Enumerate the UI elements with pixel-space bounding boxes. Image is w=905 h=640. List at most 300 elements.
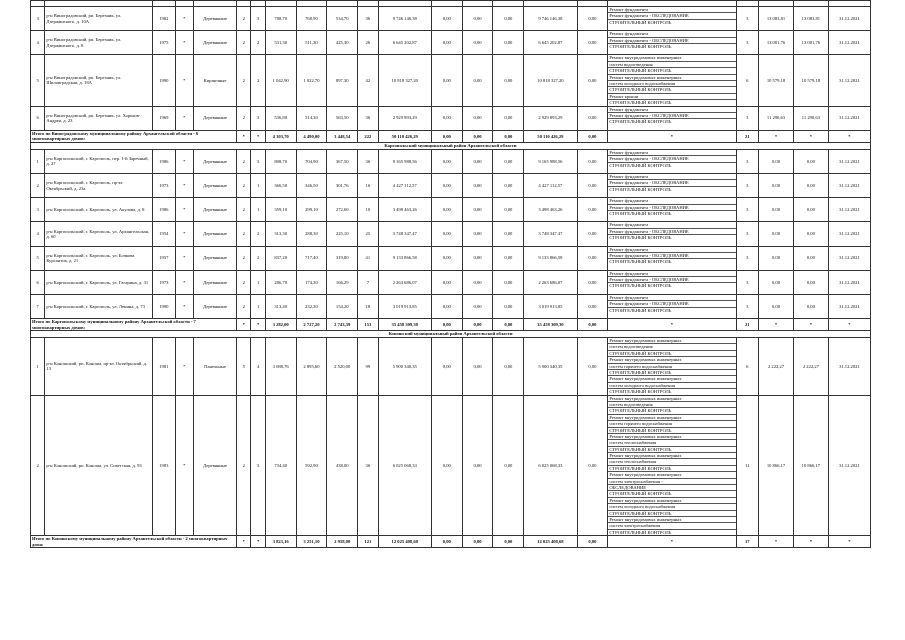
- work-item: СТРОИТЕЛЬНЫЙ КОНТРОЛЬ: [609, 283, 672, 289]
- work-item: СТРОИТЕЛЬНЫЙ КОНТРОЛЬ: [609, 259, 672, 265]
- work-item: СТРОИТЕЛЬНЫЙ КОНТРОЛЬ: [609, 186, 672, 192]
- cell-a2: 514,30: [296, 106, 327, 130]
- cell-s3: 0,00: [462, 31, 493, 55]
- cell-c: 6: [736, 338, 759, 396]
- cell-ent: 1: [251, 198, 265, 222]
- total-s5: 50 110 426,29: [524, 130, 577, 142]
- work-item: Ремонт внутридомовых инженерных: [608, 517, 735, 523]
- work-item: СТРОИТЕЛЬНЫЙ КОНТРОЛЬ: [609, 529, 672, 535]
- cell-year: 1986: [153, 149, 176, 173]
- total-c: 21: [736, 319, 759, 331]
- table-row: [31, 246, 871, 270]
- cell-s2: 0,00: [431, 149, 462, 173]
- cell-s6: 0,00: [577, 294, 608, 318]
- cell-u1: 0,00: [759, 198, 794, 222]
- total-s3: 0,00: [462, 319, 493, 331]
- total-c: 21: [736, 130, 759, 142]
- work-item: Ремонт внутридомовых инженерных: [608, 376, 735, 382]
- work-item: Ремонт фундамента: [608, 150, 735, 156]
- cell-a1: 313,30: [265, 222, 296, 246]
- work-item: Ремонт фундамента - ОБСЛЕДОВАНИЕ: [608, 229, 735, 235]
- work-item: СТРОИТЕЛЬНЫЙ КОНТРОЛЬ: [608, 466, 735, 472]
- work-item: Ремонт внутридомовых инженерных: [608, 415, 735, 421]
- cell-c: 11: [736, 395, 759, 536]
- total-label: Итого по Коношскому муниципальному району Архангельской области - 2 многоквартирных дома:: [31, 536, 237, 548]
- cell-s4: 0,00: [493, 294, 524, 318]
- cell-year: 1973: [153, 173, 176, 197]
- total-a2: 2 727,20: [296, 319, 327, 331]
- cell-a1: 3 088,76: [265, 338, 296, 396]
- total-a2: 4 490,00: [296, 130, 327, 142]
- cell-c: 3: [736, 222, 759, 246]
- cell-a1: 359,10: [265, 198, 296, 222]
- works-cell: [608, 55, 736, 106]
- work-item: СТРОИТЕЛЬНЫЙ КОНТРОЛЬ: [609, 19, 672, 25]
- total-s2: 0,00: [431, 319, 462, 331]
- cell-s4: 0,00: [493, 173, 524, 197]
- cell-a3: 272,60: [327, 198, 358, 222]
- cell-a3: 563,50: [327, 106, 358, 130]
- cell-y2: *: [175, 7, 193, 31]
- cell-s2: 0,00: [431, 198, 462, 222]
- cell-y2: *: [175, 198, 193, 222]
- cell-n: 2: [31, 395, 45, 536]
- cell-u1: 0,00: [759, 294, 794, 318]
- cell-p: 10: [358, 198, 379, 222]
- cell-s4: 0,00: [493, 246, 524, 270]
- work-item: систем теплоснабжения: [608, 459, 735, 465]
- cell-fl: 5: [237, 338, 251, 396]
- cell-u1: 0,00: [759, 222, 794, 246]
- cell-fl: 2: [237, 7, 251, 31]
- cell-a3: 301,76: [327, 173, 358, 197]
- total-a2: 3 251,10: [296, 536, 327, 548]
- total-b: *: [251, 319, 265, 331]
- works-cell: [608, 246, 736, 270]
- cell-u1: 0,00: [759, 173, 794, 197]
- total-u1: *: [759, 130, 794, 142]
- total-w: *: [608, 130, 736, 142]
- cell-d: 31.12.2021: [828, 222, 870, 246]
- cell-year: 1990: [153, 294, 176, 318]
- works-cell: [608, 222, 736, 246]
- work-item: Ремонт фундамента: [608, 174, 735, 180]
- cell-d: 31.12.2021: [828, 106, 870, 130]
- work-item: СТРОИТЕЛЬНЫЙ КОНТРОЛЬ: [608, 491, 735, 497]
- total-b: *: [251, 130, 265, 142]
- works-cell: [608, 106, 736, 130]
- cell-mat: Деревянные: [194, 222, 237, 246]
- cell-addr: р-н Каргопольский, г. Каргополь, ул. Бочкова Курсантов, д. 21: [45, 246, 153, 270]
- table-row: [31, 222, 871, 246]
- cell-year: 1975: [153, 31, 176, 55]
- cell-mat: Деревянные: [194, 31, 237, 55]
- cell-s6: 0,00: [577, 173, 608, 197]
- cell-u2: 0,00: [793, 149, 828, 173]
- works-cell: [608, 198, 736, 222]
- cell-a3: 2 520,00: [327, 338, 358, 396]
- cell-s5: 9 165 988,56: [524, 149, 577, 173]
- table-row: [31, 7, 871, 31]
- cell-s2: 0,00: [431, 7, 462, 31]
- cell-p: 7: [358, 270, 379, 294]
- total-b: *: [251, 536, 265, 548]
- cell-n: 4: [31, 222, 45, 246]
- cell-s1: 9 746 146,38: [378, 7, 431, 31]
- work-item: Ремонт фундамента: [608, 198, 735, 204]
- cell-a3: 425,30: [327, 31, 358, 55]
- cell-s6: 0,00: [577, 31, 608, 55]
- total-row: [31, 536, 871, 548]
- section-header: [31, 142, 871, 149]
- cell-s2: 0,00: [431, 55, 462, 106]
- works-cell: [608, 31, 736, 55]
- work-item: ОБСЛЕДОВАНИЕ: [608, 485, 735, 491]
- cell-fl: 2: [237, 222, 251, 246]
- cell-addr: р-н Виноградовский, рп. Березник, ул. Дзержинского, д. 8: [45, 31, 153, 55]
- total-s2: 0,00: [431, 536, 462, 548]
- cell-c: 3: [736, 31, 759, 55]
- works-cell: [608, 395, 736, 536]
- total-u2: *: [793, 319, 828, 331]
- cell-mat: Деревянные: [194, 198, 237, 222]
- section-title: Коношский муниципальный район Архангельской области: [31, 331, 871, 338]
- cell-s6: 0,00: [577, 198, 608, 222]
- cell-n: 5: [31, 246, 45, 270]
- cell-ent: 2: [251, 246, 265, 270]
- cell-u2: 0,00: [793, 246, 828, 270]
- cell-y2: *: [175, 338, 193, 396]
- cell-y2: *: [175, 31, 193, 55]
- cell-s6: 0,00: [577, 395, 608, 536]
- work-item: Ремонт внутридомовых инженерных: [608, 75, 735, 81]
- work-item: систем холодного водоснабжения: [608, 383, 735, 389]
- cell-u2: 0,00: [793, 198, 828, 222]
- cell-y2: *: [175, 270, 193, 294]
- work-item: Ремонт фундамента - ОБСЛЕДОВАНИЕ: [608, 38, 735, 44]
- total-a: *: [237, 130, 251, 142]
- total-label: Итого по Каргопольскому муниципальному району Архангельской области - 7 многоквартирных домов:: [31, 319, 237, 331]
- cell-s5: 9 746 146,38: [524, 7, 577, 31]
- work-item: СТРОИТЕЛЬНЫЙ КОНТРОЛЬ: [608, 408, 735, 414]
- cell-s5: 2 263 686,07: [524, 270, 577, 294]
- table-row: [31, 270, 871, 294]
- cell-addr: р-н Каргопольский, г. Каргополь, ул. Акулова, д. 8: [45, 198, 153, 222]
- total-a1: 4 303,70: [265, 130, 296, 142]
- cell-s4: 0,00: [493, 338, 524, 396]
- work-item: Ремонт фундамента - ОБСЛЕДОВАНИЕ: [608, 301, 735, 307]
- cell-n: 4: [31, 31, 45, 55]
- total-s5: 35 458 309,30: [524, 319, 577, 331]
- cell-a1: 366,50: [265, 173, 296, 197]
- cell-d: 31.12.2021: [828, 246, 870, 270]
- cell-fl: 2: [237, 198, 251, 222]
- cell-s2: 0,00: [431, 395, 462, 536]
- cell-a2: 174,30: [296, 270, 327, 294]
- cell-s5: 4 427 112,57: [524, 173, 577, 197]
- cell-s3: 0,00: [462, 395, 493, 536]
- works-cell: [608, 173, 736, 197]
- cell-mat: Деревянные: [194, 294, 237, 318]
- total-s6: 0,00: [577, 130, 608, 142]
- work-item: Ремонт фундамента: [608, 271, 735, 277]
- work-item: СТРОИТЕЛЬНЫЙ КОНТРОЛЬ: [609, 307, 672, 313]
- cell-year: 1981: [153, 338, 176, 396]
- total-s1: 35 458 309,30: [378, 319, 431, 331]
- cell-c: 3: [736, 294, 759, 318]
- cell-s4: 0,00: [493, 55, 524, 106]
- work-item: СТРОИТЕЛЬНЫЙ КОНТРОЛЬ: [608, 87, 735, 93]
- cell-d: 31.12.2021: [828, 7, 870, 31]
- total-a: *: [237, 319, 251, 331]
- work-item: систем горячего водоснабжения: [608, 364, 735, 370]
- cell-s1: 4 427 112,57: [378, 173, 431, 197]
- cell-mat: Деревянные: [194, 246, 237, 270]
- cell-u1: 0,00: [759, 246, 794, 270]
- cell-mat: Деревянные: [194, 395, 237, 536]
- total-row: [31, 130, 871, 142]
- cell-s3: 0,00: [462, 246, 493, 270]
- cell-a3: 897,30: [327, 55, 358, 106]
- cell-p: 18: [358, 294, 379, 318]
- cell-p: 16: [358, 173, 379, 197]
- cell-n: 7: [31, 294, 45, 318]
- works-cell: [608, 294, 736, 318]
- cell-a2: 704,90: [296, 149, 327, 173]
- cell-u1: 11 290,63: [759, 106, 794, 130]
- cell-s5: 9 133 866,58: [524, 246, 577, 270]
- total-s6: 0,00: [577, 536, 608, 548]
- cell-ent: 1: [251, 173, 265, 197]
- total-u2: *: [793, 536, 828, 548]
- work-item: систем водоотведения: [608, 344, 735, 350]
- work-item: Ремонт внутридомовых инженерных: [608, 472, 735, 478]
- cell-year: 1990: [153, 55, 176, 106]
- cell-c: 3: [736, 173, 759, 197]
- work-item: СТРОИТЕЛЬНЫЙ КОНТРОЛЬ: [609, 210, 672, 216]
- total-p: 153: [358, 319, 379, 331]
- work-item: Ремонт фундамента - ОБСЛЕДОВАНИЕ: [608, 277, 735, 283]
- total-a: *: [237, 536, 251, 548]
- total-s5: 12 025 408,68: [524, 536, 577, 548]
- cell-a2: 768,90: [296, 7, 327, 31]
- table-row: [31, 55, 871, 106]
- cell-s5: 10 818 327,20: [524, 55, 577, 106]
- cell-u2: 0,00: [793, 173, 828, 197]
- cell-s2: 0,00: [431, 106, 462, 130]
- cell-s6: 0,00: [577, 270, 608, 294]
- cell-a1: 313,40: [265, 294, 296, 318]
- total-u1: *: [759, 319, 794, 331]
- cell-fl: 2: [237, 149, 251, 173]
- total-a1: 3 823,16: [265, 536, 296, 548]
- cell-addr: р-н Виноградовский, рп. Березник, ул. Хорьков-Андрея, д. 23: [45, 106, 153, 130]
- table-row: [31, 31, 871, 55]
- cell-c: 3: [736, 106, 759, 130]
- cell-addr: р-н Каргопольский, г. Каргополь, ул. Ленина, д. 73: [45, 294, 153, 318]
- table-row: [31, 338, 871, 396]
- cell-u1: 0,00: [759, 149, 794, 173]
- cell-a2: 592,90: [296, 395, 327, 536]
- cell-year: 1969: [153, 106, 176, 130]
- cell-c: 3: [736, 270, 759, 294]
- cell-s3: 0,00: [462, 222, 493, 246]
- work-item: СТРОИТЕЛЬНЫЙ КОНТРОЛЬ: [609, 43, 672, 49]
- cell-s4: 0,00: [493, 31, 524, 55]
- cell-u1: 2 222,27: [759, 338, 794, 396]
- table-row: [31, 395, 871, 536]
- cell-s5: 5 900 340,35: [524, 338, 577, 396]
- total-w: *: [608, 536, 736, 548]
- cell-y2: *: [175, 149, 193, 173]
- cell-s4: 0,00: [493, 106, 524, 130]
- cell-s1: 3 748 347,47: [378, 222, 431, 246]
- total-d: *: [828, 319, 870, 331]
- total-a3: 2 958,00: [327, 536, 358, 548]
- cell-n: 3: [31, 198, 45, 222]
- cell-mat: Деревянные: [194, 149, 237, 173]
- works-cell: [608, 149, 736, 173]
- total-w: *: [608, 319, 736, 331]
- cell-u2: 10 579,18: [793, 55, 828, 106]
- cell-ent: 1: [251, 270, 265, 294]
- work-item: Ремонт фундамента - ОБСЛЕДОВАНИЕ: [608, 253, 735, 259]
- cell-s1: 6 645 202,87: [378, 31, 431, 55]
- works-cell: [608, 270, 736, 294]
- work-item: СТРОИТЕЛЬНЫЙ КОНТРОЛЬ: [608, 511, 735, 517]
- cell-c: 3: [736, 198, 759, 222]
- work-item: систем горячего водоснабжения: [608, 421, 735, 427]
- cell-d: 31.12.2021: [828, 198, 870, 222]
- cell-mat: Деревянные: [194, 106, 237, 130]
- cell-n: 6: [31, 270, 45, 294]
- total-s3: 0,00: [462, 130, 493, 142]
- cell-ent: 1: [251, 294, 265, 318]
- table-row: [31, 173, 871, 197]
- works-cell: [608, 7, 736, 31]
- cell-a2: 717,40: [296, 246, 327, 270]
- cell-a1: 734,40: [265, 395, 296, 536]
- cell-p: 25: [358, 222, 379, 246]
- total-s4: 0,00: [493, 536, 524, 548]
- cell-s5: 2 929 893,29: [524, 106, 577, 130]
- cell-s6: 0,00: [577, 106, 608, 130]
- total-s3: 0,00: [462, 536, 493, 548]
- cell-d: 31.12.2021: [828, 55, 870, 106]
- work-item: Ремонт фундамента: [608, 222, 735, 228]
- cell-s6: 0,00: [577, 7, 608, 31]
- cell-fl: 2: [237, 270, 251, 294]
- cell-s2: 0,00: [431, 31, 462, 55]
- cell-d: 31.12.2021: [828, 270, 870, 294]
- cell-u1: 10 866,17: [759, 395, 794, 536]
- cell-a1: 1 042,90: [265, 55, 296, 106]
- cell-s2: 0,00: [431, 270, 462, 294]
- cell-n: 5: [31, 55, 45, 106]
- cell-c: 3: [736, 7, 759, 31]
- table-row: [31, 198, 871, 222]
- total-row: [31, 319, 871, 331]
- cell-ent: 4: [251, 338, 265, 396]
- cell-s6: 0,00: [577, 222, 608, 246]
- cell-u1: 10 579,18: [759, 55, 794, 106]
- total-u2: *: [793, 130, 828, 142]
- table-row: [31, 149, 871, 173]
- work-item: систем водоотведения: [608, 62, 735, 68]
- total-c: 17: [736, 536, 759, 548]
- cell-ent: 3: [251, 149, 265, 173]
- cell-year: 1973: [153, 270, 176, 294]
- cell-year: 1954: [153, 222, 176, 246]
- cell-s6: 0,00: [577, 338, 608, 396]
- work-item: Ремонт внутридомовых инженерных: [608, 396, 735, 402]
- cell-y2: *: [175, 106, 193, 130]
- table-row: [31, 106, 871, 130]
- total-s4: 0,00: [493, 319, 524, 331]
- total-d: *: [828, 536, 870, 548]
- cell-addr: р-н Каргопольский, г. Каргополь, ул. Архангельская, д. 60: [45, 222, 153, 246]
- cell-s3: 0,00: [462, 338, 493, 396]
- cell-s4: 0,00: [493, 149, 524, 173]
- total-u1: *: [759, 536, 794, 548]
- cell-u2: 10 866,17: [793, 395, 828, 536]
- total-a1: 3 282,00: [265, 319, 296, 331]
- cell-addr: р-н Каргопольский, г. Каргополь, пер. 1-й Заречный, д. 27: [45, 149, 153, 173]
- cell-y2: *: [175, 294, 193, 318]
- cell-fl: 2: [237, 395, 251, 536]
- cell-year: 1986: [153, 198, 176, 222]
- work-item: Ремонт фундамента: [608, 295, 735, 301]
- cell-p: 36: [358, 106, 379, 130]
- cell-u1: 13 001,76: [759, 31, 794, 55]
- cell-a1: 536,80: [265, 106, 296, 130]
- total-label: Итого по Виноградовскому муниципальному району Архангельской области - 6 многоквартирных домов:: [31, 130, 237, 142]
- cell-addr: р-н Каргопольский, г. Каргополь, ул. Гагарина, д. 31: [45, 270, 153, 294]
- cell-s2: 0,00: [431, 173, 462, 197]
- work-item: СТРОИТЕЛЬНЫЙ КОНТРОЛЬ: [609, 100, 672, 106]
- cell-d: 31.12.2021: [828, 395, 870, 536]
- cell-u2: 0,00: [793, 222, 828, 246]
- cell-s3: 0,00: [462, 7, 493, 31]
- cell-a2: 1 022,70: [296, 55, 327, 106]
- table-row: [31, 294, 871, 318]
- total-s1: 12 025 408,68: [378, 536, 431, 548]
- cell-addr: р-н Коношский, рп. Коноша, пр-кт. Октябрьский, д. 13: [45, 338, 153, 396]
- cell-s6: 0,00: [577, 55, 608, 106]
- work-item: Ремонт фундамента: [608, 247, 735, 253]
- cell-c: 3: [736, 149, 759, 173]
- cell-u1: 13 083,81: [759, 7, 794, 31]
- cell-u2: 0,00: [793, 270, 828, 294]
- work-item: СТРОИТЕЛЬНЫЙ КОНТРОЛЬ: [609, 235, 672, 241]
- cell-y2: *: [175, 222, 193, 246]
- cell-u2: 13 001,76: [793, 31, 828, 55]
- cell-fl: 2: [237, 173, 251, 197]
- cell-d: 31.12.2021: [828, 338, 870, 396]
- cell-n: 2: [31, 173, 45, 197]
- cell-fl: 2: [237, 55, 251, 106]
- cell-ent: 3: [251, 395, 265, 536]
- work-item: СТРОИТЕЛЬНЫЙ КОНТРОЛЬ: [609, 162, 672, 168]
- cell-a3: 438,00: [327, 395, 358, 536]
- cell-ent: 3: [251, 7, 265, 31]
- work-item: Ремонт фундамента: [608, 31, 735, 37]
- cell-s4: 0,00: [493, 222, 524, 246]
- cell-s3: 0,00: [462, 149, 493, 173]
- work-item: Ремонт фундамента - ОБСЛЕДОВАНИЕ: [608, 205, 735, 211]
- cell-s5: 3 748 347,47: [524, 222, 577, 246]
- work-item: Ремонт фундамента - ОБСЛЕДОВАНИЕ: [608, 156, 735, 162]
